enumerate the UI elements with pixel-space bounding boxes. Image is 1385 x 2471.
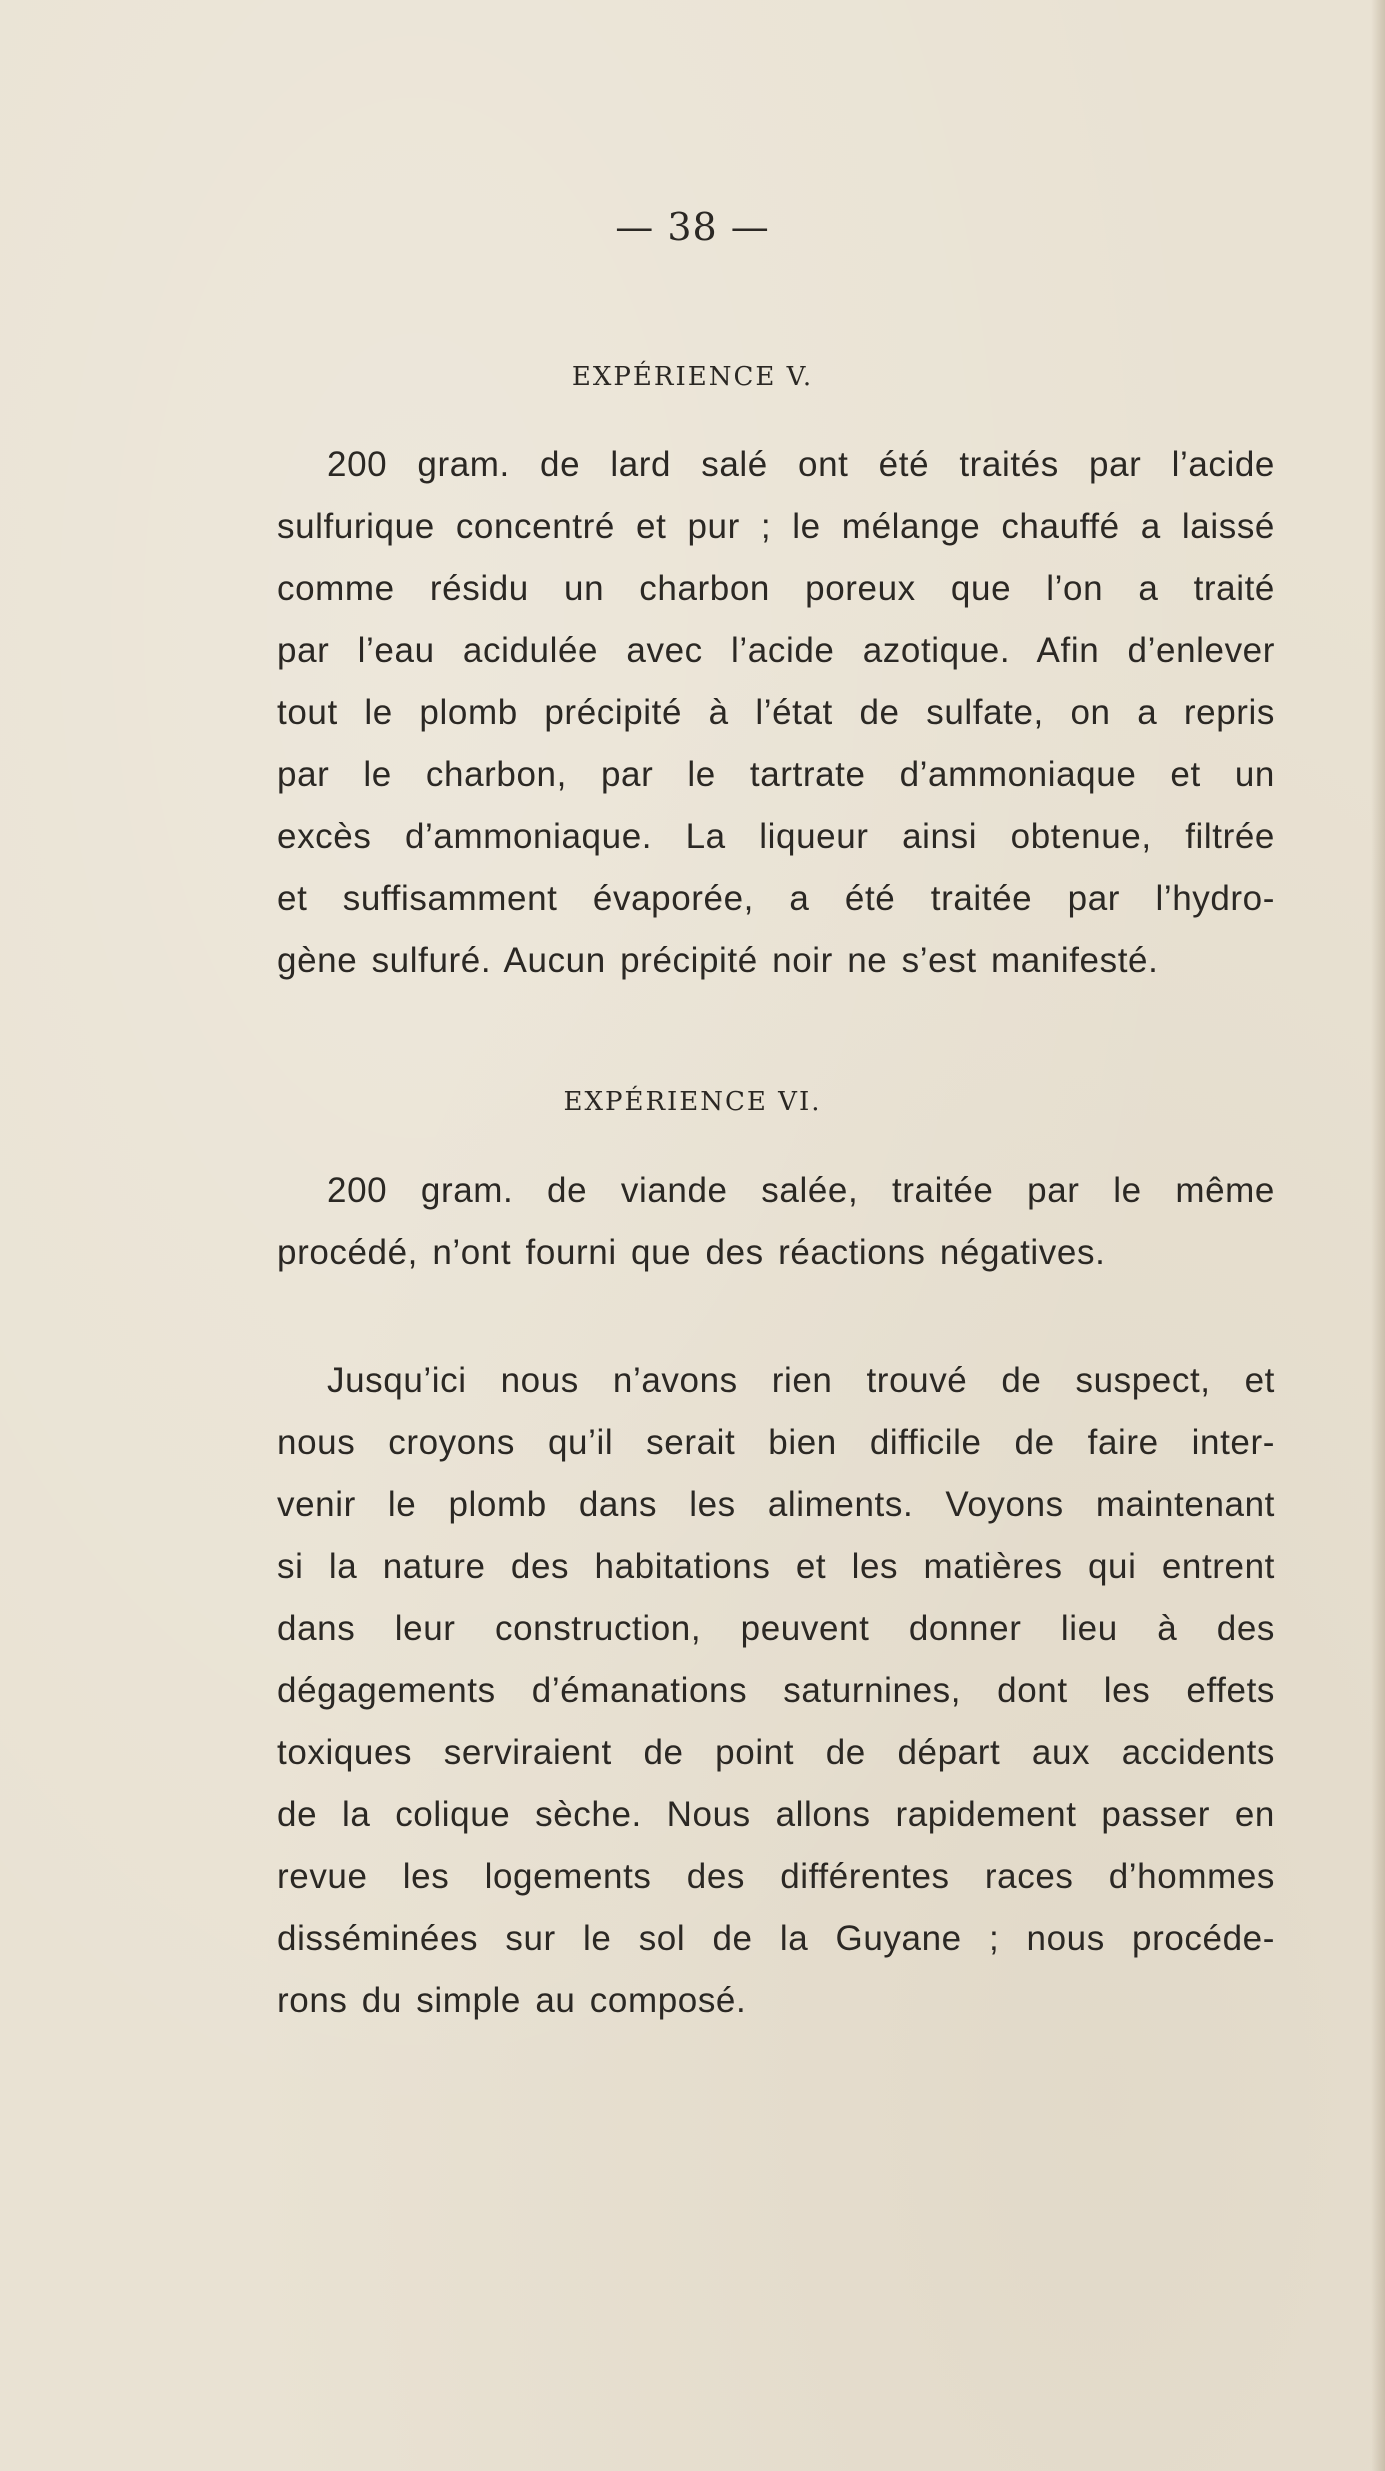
text-line: 200 gram. de viande salée, traitée par le même (327, 1171, 1275, 1210)
text-line: tout le plomb précipité à l’état de sulfate, on a repris (277, 693, 1275, 732)
text-line: revue les logements des différentes races d’hommes (277, 1857, 1275, 1896)
text-line: nous croyons qu’il serait bien difficile de faire inter- (277, 1423, 1275, 1462)
text-line: venir le plomb dans les aliments. Voyons maintenant (277, 1485, 1275, 1524)
text-line: de la colique sèche. Nous allons rapidement passer en (277, 1795, 1275, 1834)
section-heading-experience-vi: EXPÉRIENCE VI. (563, 1087, 822, 1117)
page-number: — 38 — (615, 205, 770, 249)
text-line: dégagements d’émanations saturnines, dont les effets (277, 1671, 1275, 1710)
text-line: dans leur construction, peuvent donner lieu à des (277, 1609, 1275, 1648)
text-line: procédé, n’ont fourni que des réactions négatives. (277, 1233, 1106, 1272)
paragraph-experience-v (277, 434, 1275, 992)
text-line: sulfurique concentré et pur ; le mélange chauffé a laissé (277, 507, 1275, 546)
text-line: rons du simple au composé. (277, 1981, 747, 2020)
text-line: et suffisamment évaporée, a été traitée par l’hydro- (277, 879, 1275, 918)
text-line: toxiques serviraient de point de départ aux accidents (277, 1733, 1275, 1772)
text-line: disséminées sur le sol de la Guyane ; nous procéde- (277, 1919, 1275, 1958)
text-line: si la nature des habitations et les matières qui entrent (277, 1547, 1275, 1586)
text-line: Jusqu’ici nous n’avons rien trouvé de suspect, et (327, 1361, 1275, 1400)
section-heading-experience-v: EXPÉRIENCE V. (571, 362, 814, 392)
text-line: 200 gram. de lard salé ont été traités par l’acide (327, 445, 1275, 484)
text-line: excès d’ammoniaque. La liqueur ainsi obtenue, filtrée (277, 817, 1275, 856)
paragraph-closing (277, 1350, 1275, 2032)
text-line: par le charbon, par le tartrate d’ammoniaque et un (277, 755, 1275, 794)
text-line: par l’eau acidulée avec l’acide azotique. Afin d’enlever (277, 631, 1275, 670)
paragraph-experience-vi (277, 1160, 1275, 1284)
text-line: gène sulfuré. Aucun précipité noir ne s’est manifesté. (277, 941, 1159, 980)
text-line: comme résidu un charbon poreux que l’on a traité (277, 569, 1275, 608)
